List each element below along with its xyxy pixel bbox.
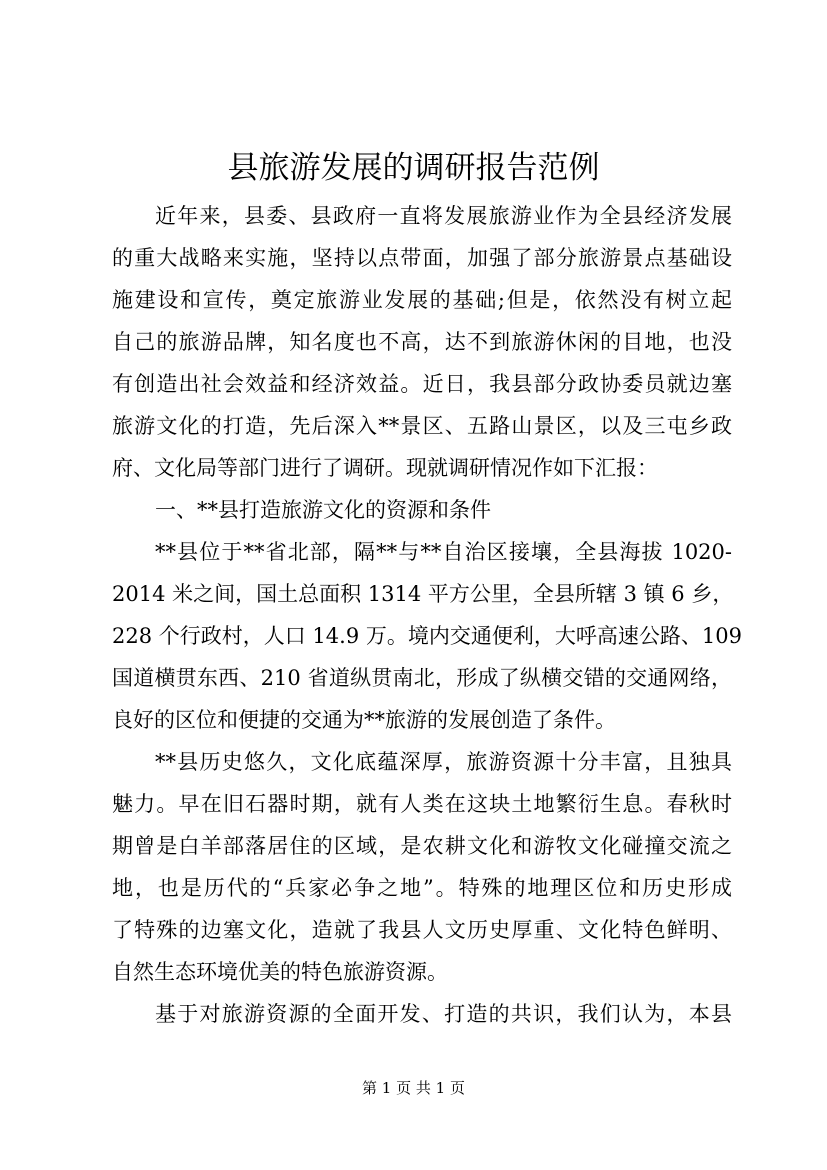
paragraph-line: 228 个行政村，人口 14.9 万。境内交通便利，大呼高速公路、109 [112,624,742,648]
paragraph-line: 国道横贯东西、210 省道纵贯南北，形成了纵横交错的交通网络， [112,666,732,690]
paragraph-line: 旅游文化的打造，先后深入**景区、五路山景区，以及三屯乡政 [112,414,732,438]
paragraph-line: 良好的区位和便捷的交通为**旅游的发展创造了条件。 [112,708,616,732]
paragraph-line: 魅力。早在旧石器时期，就有人类在这块土地繁衍生息。春秋时 [112,792,732,816]
paragraph-line: 府、文化局等部门进行了调研。现就调研情况作如下汇报： [112,456,658,480]
paragraph-line: 2014 米之间，国土总面积 1314 平方公里，全县所辖 3 镇 6 乡， [112,582,734,606]
paragraph-line: 自己的旅游品牌，知名度也不高，达不到旅游休闲的目地，也没 [112,330,732,354]
paragraph-line: 施建设和宣传，奠定旅游业发展的基础;但是，依然没有树立起 [112,288,732,312]
section-heading: 一、**县打造旅游文化的资源和条件 [155,498,491,522]
paragraph-line: 期曾是白羊部落居住的区域，是农耕文化和游牧文化碰撞交流之 [112,834,732,858]
paragraph-line: **县位于**省北部，隔**与**自治区接壤，全县海拔 1020- [155,540,732,564]
paragraph-line: 近年来，县委、县政府一直将发展旅游业作为全县经济发展 [155,204,732,228]
paragraph-line: 的重大战略来实施，坚持以点带面，加强了部分旅游景点基础设 [112,246,732,270]
paragraph-line: 基于对旅游资源的全面开发、打造的共识，我们认为，本县 [155,1002,732,1026]
paragraph-line: 自然生态环境优美的特色旅游资源。 [112,960,448,984]
paragraph-line: 地，也是历代的“兵家必争之地”。特殊的地理区位和历史形成 [112,876,732,900]
paragraph-line: **县历史悠久，文化底蕴深厚，旅游资源十分丰富，且独具 [155,750,732,774]
paragraph-line: 有创造出社会效益和经济效益。近日，我县部分政协委员就边塞 [112,372,732,396]
document-title: 县旅游发展的调研报告范例 [227,150,600,186]
paragraph-line: 了特殊的边塞文化，造就了我县人文历史厚重、文化特色鲜明、 [112,918,732,942]
page-footer: 第 1 页 共 1 页 [362,1079,465,1097]
